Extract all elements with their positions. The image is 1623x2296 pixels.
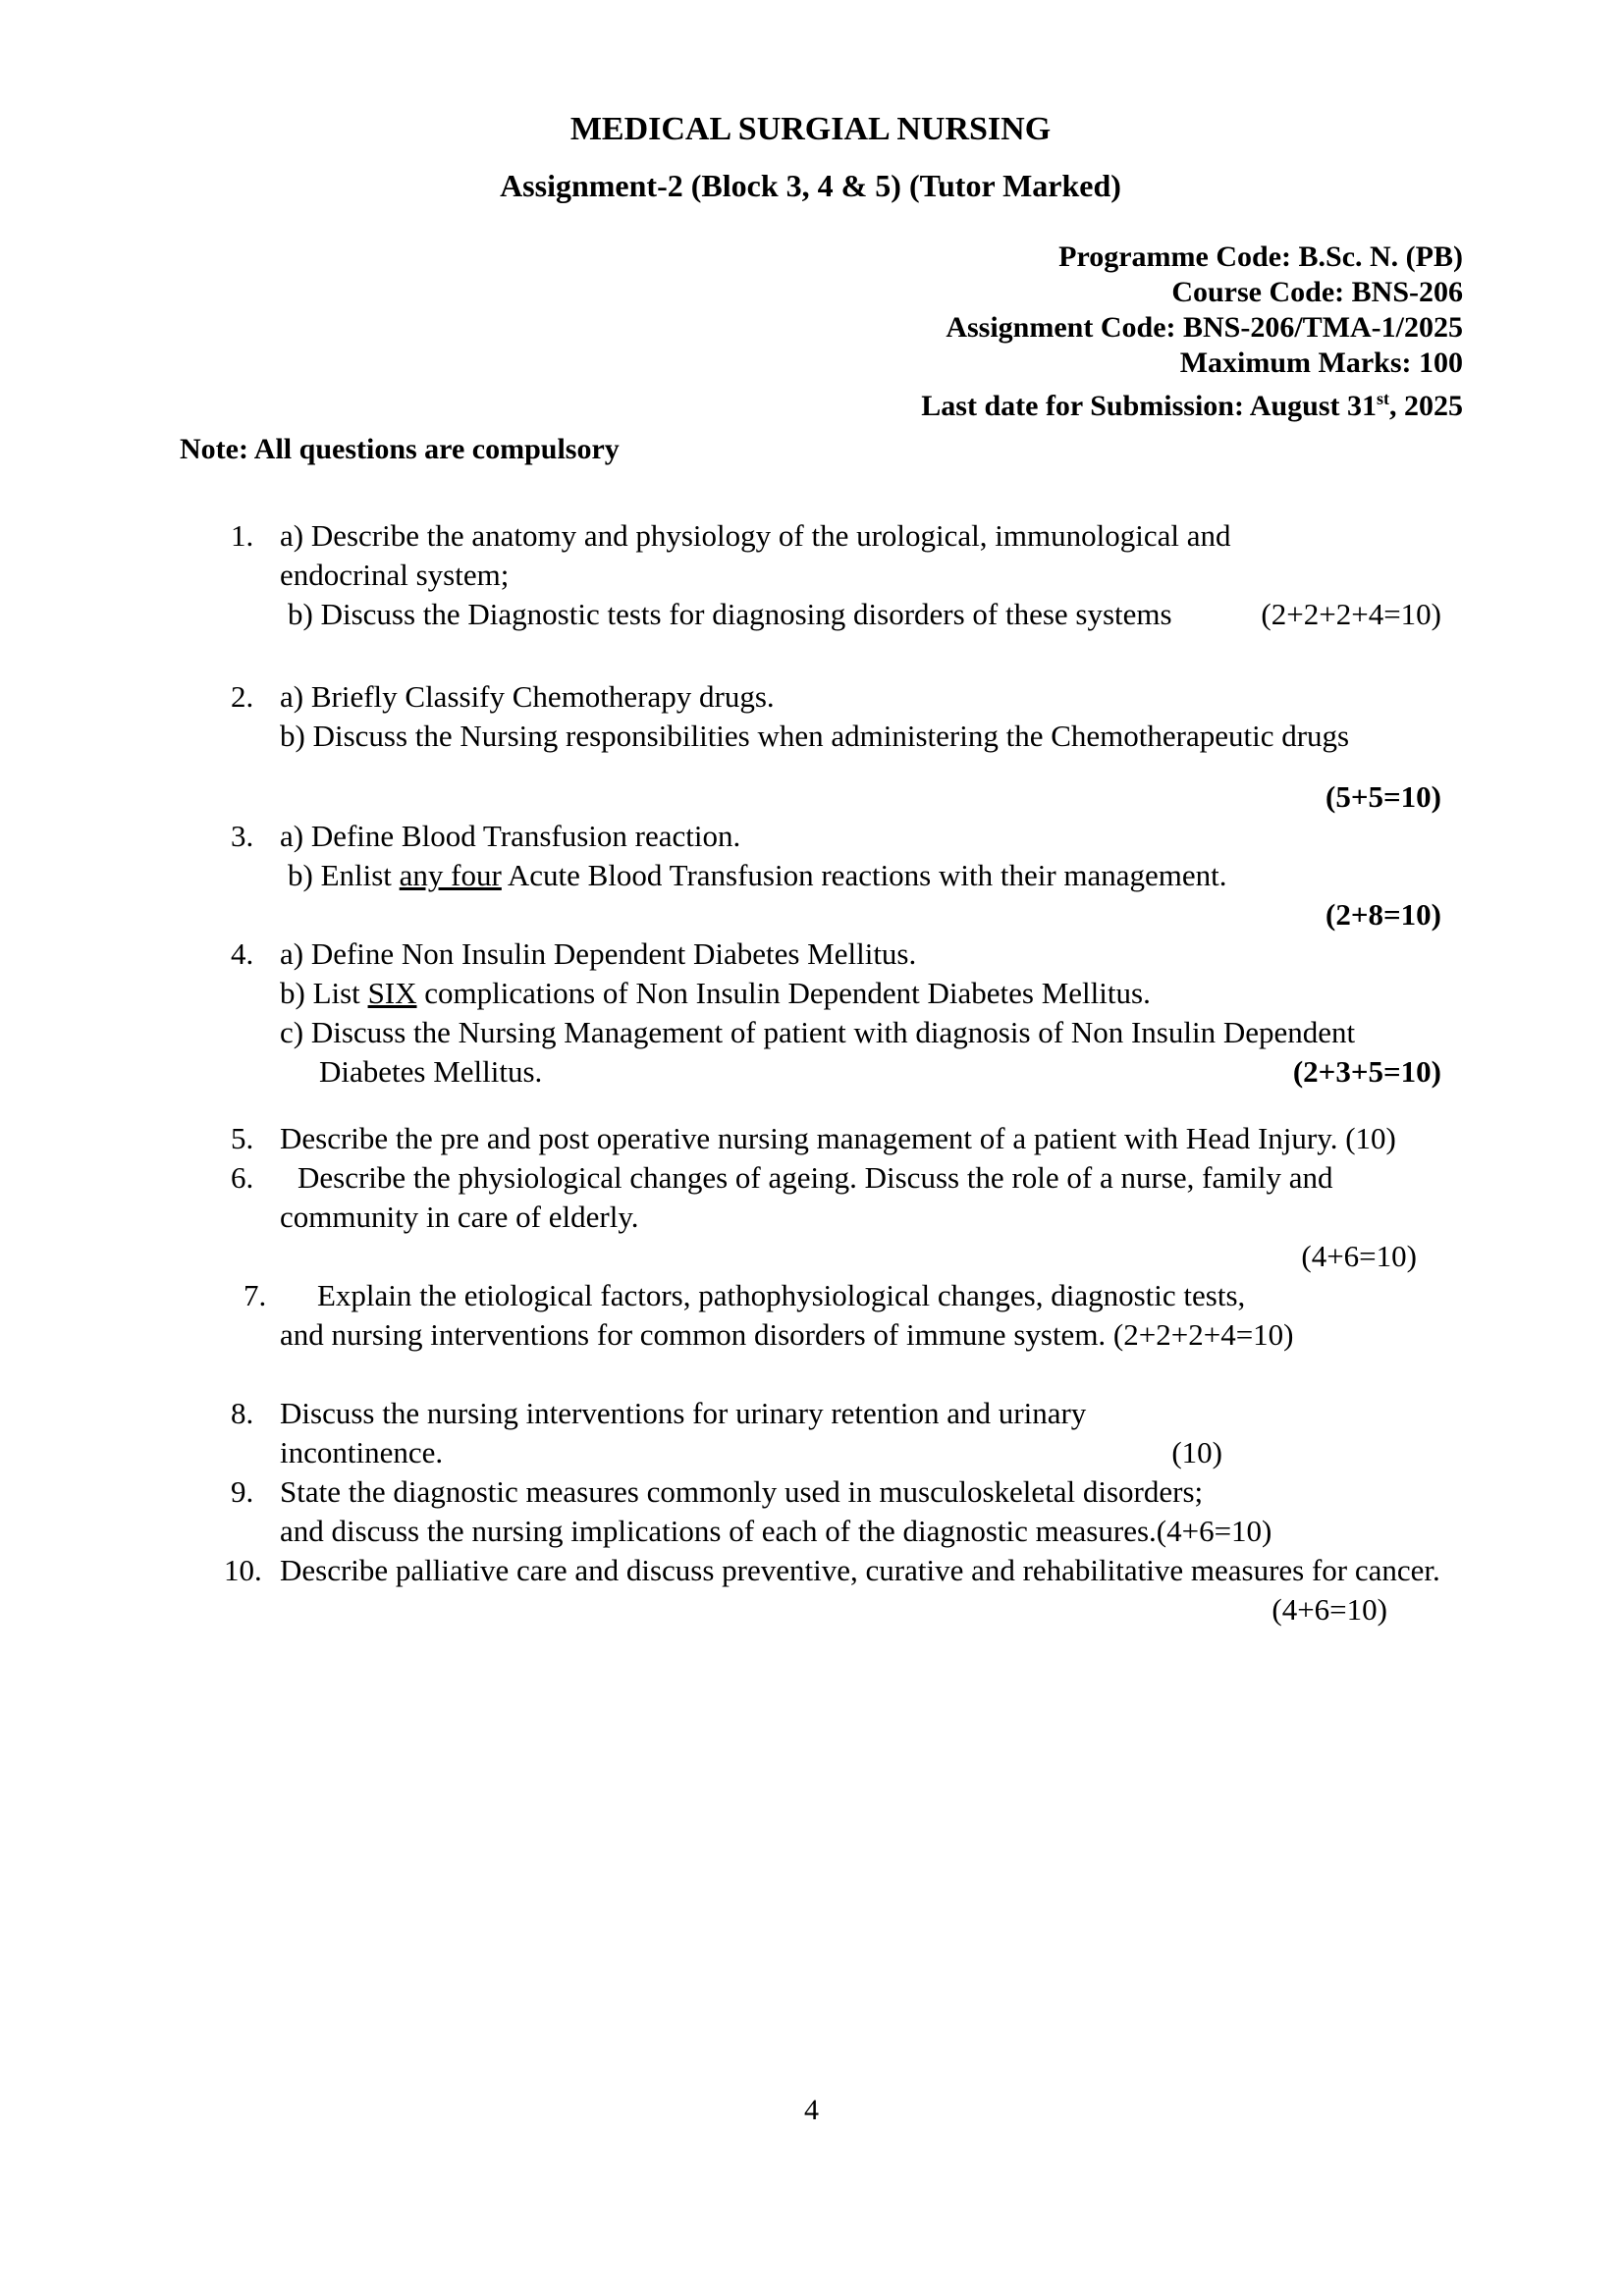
question-9-text-cont: and discuss the nursing implications of each of the diagnostic measures.(4+6=10): [280, 1514, 1272, 1548]
question-4-line-1: [180, 934, 1441, 974]
question-3-marks: (2+8=10): [1325, 897, 1441, 932]
question-3-part-b: [280, 856, 1441, 895]
question-7-number: 7.: [243, 1278, 267, 1312]
last-date-line: [180, 381, 1463, 424]
header-info-block: [180, 240, 1463, 424]
question-8-line-1: [180, 1394, 1441, 1433]
question-1-part-b: b) Discuss the Diagnostic tests for diagnosing disorders of these systems: [288, 597, 1172, 631]
question-1-marks: (2+2+2+4=10): [1261, 597, 1441, 631]
question-3-part-a: a) Define Blood Transfusion reaction.: [280, 819, 741, 853]
question-9-line-2: [180, 1512, 1441, 1551]
question-7-line-2: [180, 1315, 1441, 1355]
assignment-code: Assignment Code: BNS-206/TMA-1/2025: [946, 311, 1463, 344]
question-8-marks: (10): [1171, 1435, 1222, 1469]
question-6-marks-line: [180, 1237, 1441, 1276]
question-10-marks-line: [180, 1590, 1441, 1629]
question-1-part-a-cont: endocrinal system;: [280, 558, 510, 592]
question-3-line-2: [180, 856, 1441, 895]
question-3-line-1: [180, 817, 1441, 856]
question-6-line-2: [180, 1198, 1441, 1237]
question-10-line-1: [180, 1551, 1441, 1590]
page-number: 4: [804, 2094, 819, 2126]
question-10-text: Describe palliative care and discuss preventive, curative and rehabilitative measures for cancer.: [280, 1553, 1440, 1587]
question-1-part-a: a) Describe the anatomy and physiology of the urological, immunological and: [280, 518, 1231, 553]
question-2-line-1: [180, 677, 1441, 717]
question-9-text: State the diagnostic measures commonly used in musculoskeletal disorders;: [280, 1474, 1204, 1509]
page-title: MEDICAL SURGIAL NURSING: [569, 111, 1052, 147]
question-10-marks: (4+6=10): [1271, 1592, 1387, 1627]
question-7-text-cont: and nursing interventions for common disorders of immune system. (2+2+2+4=10): [280, 1317, 1294, 1352]
question-6-line-1: [180, 1158, 1441, 1198]
question-10-number: 10.: [224, 1553, 262, 1587]
question-4-underlined-text: SIX: [367, 976, 417, 1010]
question-4-part-b-prefix: b) List: [280, 976, 368, 1010]
question-9-number: 9.: [231, 1474, 254, 1509]
question-5-line-1: [180, 1119, 1441, 1158]
last-date-prefix: Last date for Submission: August 31: [921, 390, 1377, 422]
question-2-number: 2.: [231, 679, 254, 714]
programme-code: Programme Code: B.Sc. N. (PB): [1058, 240, 1463, 273]
question-6-text: Describe the physiological changes of ageing. Discuss the role of a nurse, family and: [298, 1160, 1333, 1195]
spacer: [180, 1092, 1441, 1119]
question-1-number: 1.: [231, 518, 254, 553]
question-1-line-2: [180, 556, 1441, 595]
question-5-text: Describe the pre and post operative nursing management of a patient with Head Injury. (10): [280, 1121, 1396, 1155]
spacer: [180, 634, 1441, 677]
question-6-text-cont: community in care of elderly.: [280, 1200, 639, 1234]
note-compulsory: Note: All questions are compulsory: [180, 433, 620, 465]
question-8-text: Discuss the nursing interventions for urinary retention and urinary: [280, 1396, 1087, 1430]
question-9-line-1: [180, 1472, 1441, 1512]
question-4-part-c-cont: Diabetes Mellitus.: [319, 1054, 543, 1089]
question-2-marks-line: [180, 777, 1441, 817]
question-4-line-3: [180, 1013, 1441, 1052]
question-4-part-a: a) Define Non Insulin Dependent Diabetes Mellitus.: [280, 936, 917, 971]
question-3-number: 3.: [231, 819, 254, 853]
question-4-part-c: c) Discuss the Nursing Management of patient with diagnosis of Non Insulin Dependent: [280, 1015, 1356, 1049]
question-3-part-b-suffix: Acute Blood Transfusion reactions with their management.: [501, 858, 1227, 892]
maximum-marks: Maximum Marks: 100: [1179, 347, 1463, 379]
question-6-number: 6.: [231, 1160, 254, 1195]
question-2-line-2: [180, 717, 1441, 756]
question-4-part-b-suffix: complications of Non Insulin Dependent Diabetes Mellitus.: [416, 976, 1151, 1010]
question-1-line-3: [180, 595, 1441, 634]
question-3-part-b-prefix: b) Enlist: [288, 858, 400, 892]
question-1-line-1: [180, 516, 1441, 556]
question-2-part-b: b) Discuss the Nursing responsibilities when administering the Chemotherapeutic drugs: [280, 719, 1350, 753]
questions-list: [180, 516, 1441, 1629]
question-4-part-b: [280, 974, 1441, 1013]
assignment-subtitle: Assignment-2 (Block 3, 4 & 5) (Tutor Marked): [500, 168, 1121, 203]
question-2-part-a: a) Briefly Classify Chemotherapy drugs.: [280, 679, 775, 714]
question-7-line-1: [180, 1276, 1441, 1315]
last-date-superscript: st: [1377, 389, 1389, 408]
question-3-marks-line: [180, 895, 1441, 934]
question-4-marks: (2+3+5=10): [1292, 1054, 1441, 1089]
last-date-suffix: , 2025: [1389, 390, 1463, 422]
question-4-number: 4.: [231, 936, 254, 971]
spacer: [180, 1355, 1441, 1394]
question-8-text-cont: incontinence.: [280, 1435, 444, 1469]
course-code: Course Code: BNS-206: [1171, 276, 1463, 308]
question-6-marks: (4+6=10): [1301, 1239, 1417, 1273]
question-8-number: 8.: [231, 1396, 254, 1430]
spacer: [180, 756, 1441, 777]
question-4-line-4: [180, 1052, 1441, 1092]
question-7-text: Explain the etiological factors, pathophysiological changes, diagnostic tests,: [317, 1278, 1246, 1312]
question-2-marks: (5+5=10): [1325, 779, 1441, 814]
question-4-line-2: [180, 974, 1441, 1013]
question-3-underlined-text: any four: [399, 858, 502, 892]
question-5-number: 5.: [231, 1121, 254, 1155]
question-8-line-2: [180, 1433, 1441, 1472]
